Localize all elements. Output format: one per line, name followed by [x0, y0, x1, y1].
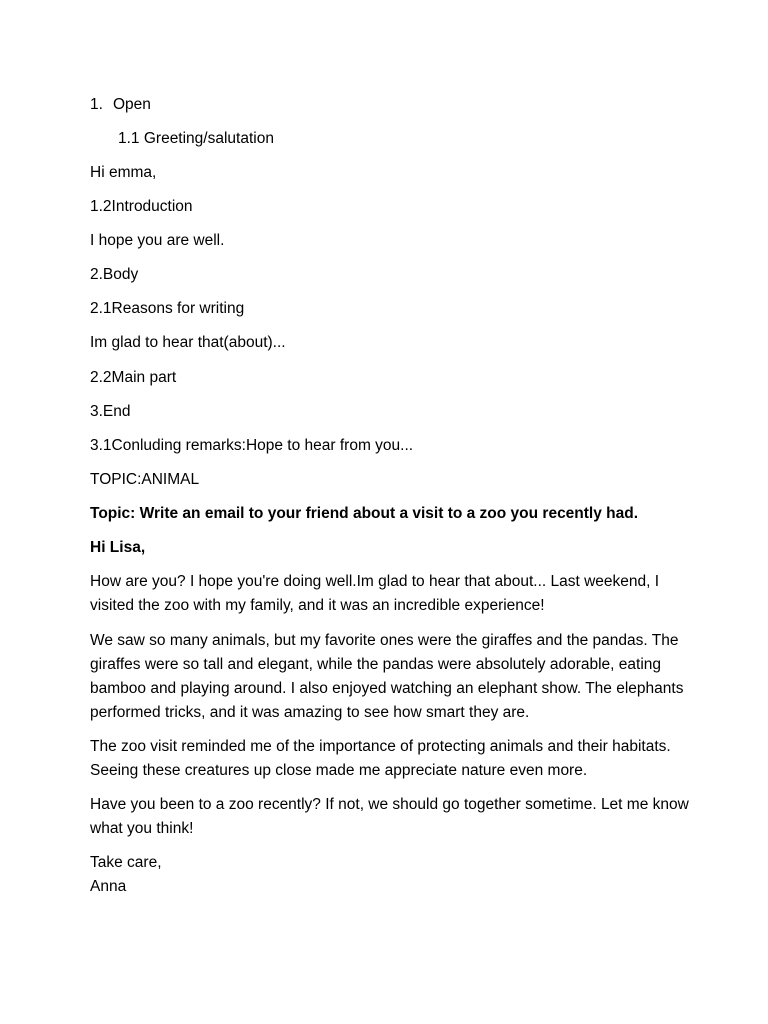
end-heading: 3.End [90, 403, 131, 420]
email-paragraph-3: The zoo visit reminded me of the importance of protecting animals and their habitats. Seeing these creatures up close made me appreciate nature even more. [90, 738, 671, 779]
greeting-example: Hi emma, [90, 164, 157, 181]
email-topic: Topic: Write an email to your friend about a visit to a zoo you recently had. [90, 505, 639, 522]
email-paragraph-4: Have you been to a zoo recently? If not, we should go together sometime. Let me know what you think! [90, 796, 689, 837]
outline-item-open [90, 93, 151, 117]
body-heading: 2.Body [90, 266, 139, 283]
email-signature: Anna [90, 878, 127, 895]
concluding-heading: 3.1Conluding remarks:Hope to hear from you... [90, 437, 414, 454]
email-salutation: Hi Lisa, [90, 539, 146, 556]
main-part-heading: 2.2Main part [90, 369, 177, 386]
email-paragraph-2: We saw so many animals, but my favorite ones were the giraffes and the pandas. The giraffes were so tall and elegant, while the pandas were absolutely adorable, eating bamboo and playing around. I also enjoyed watching an elephant show. The elephants performed tricks, and it was amazing to see how smart they are. [90, 632, 684, 721]
introduction-example: I hope you are well. [90, 232, 225, 249]
reasons-example: Im glad to hear that(about)... [90, 334, 286, 351]
reasons-heading: 2.1Reasons for writing [90, 300, 245, 317]
greeting-heading: 1.1 Greeting/salutation [118, 130, 274, 147]
introduction-heading: 1.2Introduction [90, 198, 193, 215]
email-closing: Take care, [90, 854, 162, 871]
list-label: Open [113, 96, 151, 113]
list-number: 1. [90, 96, 103, 113]
email-paragraph-1: How are you? I hope you're doing well.Im glad to hear that about... Last weekend, I visited the zoo with my family, and it was an incredible experience! [90, 573, 660, 614]
topic-label: TOPIC:ANIMAL [90, 471, 200, 488]
